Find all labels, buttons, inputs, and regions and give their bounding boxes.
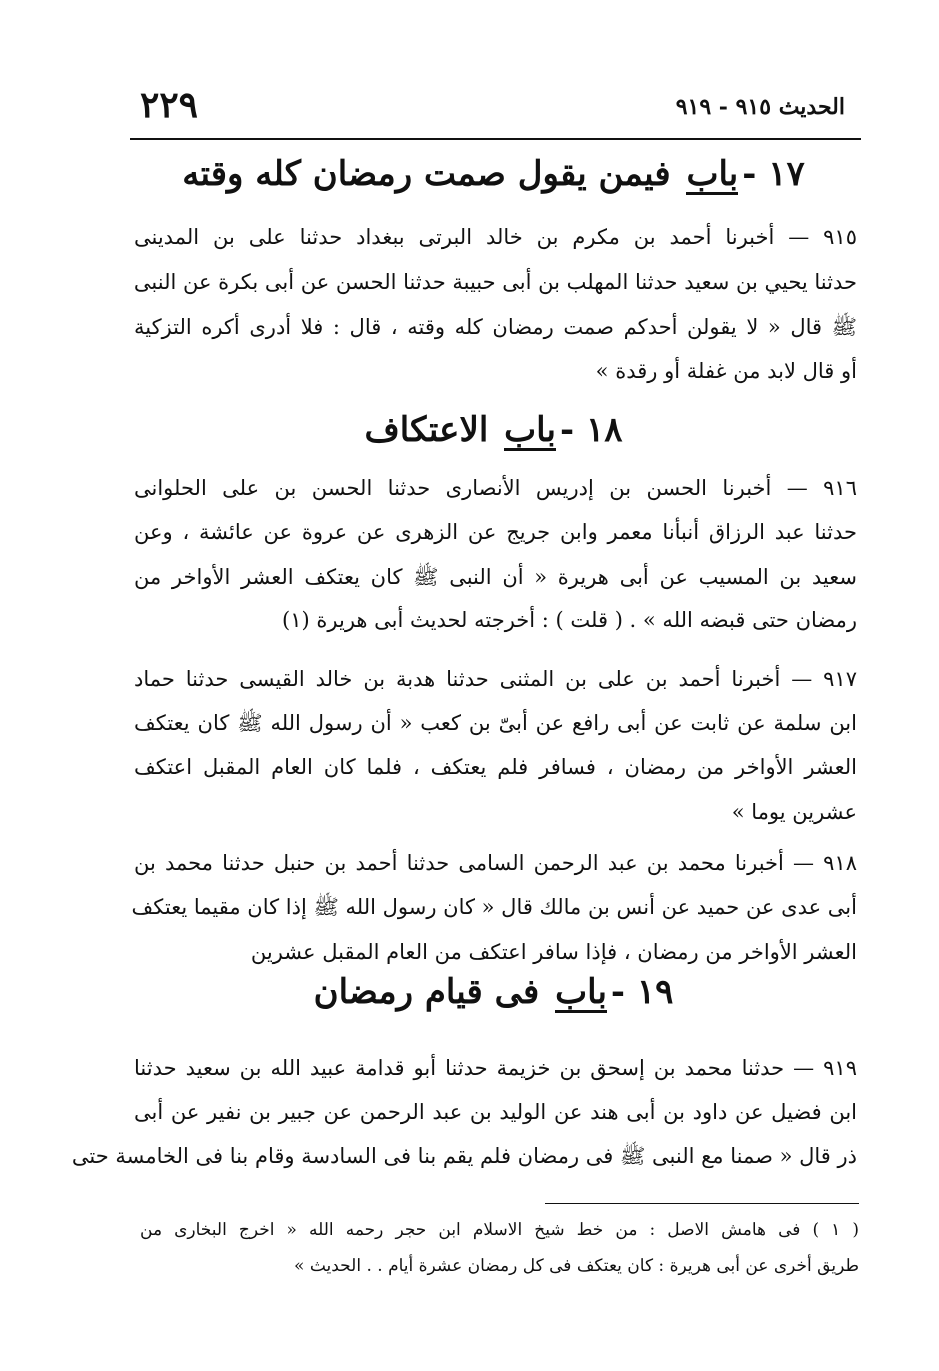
hadith-917-line: ٩١٧ — أخبرنا أحمد بن على بن المثنى حدثنا هدبة بن خالد القيسى حدثنا حماد xyxy=(134,667,857,691)
hadith-916-line: سعيد بن المسيب عن أبى هريرة « أن النبى ﷺ كان يعتكف العشر الأواخر من xyxy=(134,565,857,589)
footnote-line: ( ١ ) فى هامش الاصل : من خط شيخ الاسلام ابن حجر رحمه الله « اخرج البخارى من xyxy=(140,1220,859,1240)
hadith-919-line: ابن فضيل عن داود بن أبى هند عن الوليد بن عبد الرحمن عن جبير بن نفير عن أبى xyxy=(134,1100,857,1124)
chapter-heading-19 xyxy=(130,970,857,1014)
chapter-number: ١٩ - xyxy=(610,972,674,1012)
bab-word: باب xyxy=(504,410,556,450)
bab-word: باب xyxy=(555,972,607,1012)
hadith-917-line: ابن سلمة عن ثابت عن أبى رافع عن أبىّ بن كعب « أن رسول الله ﷺ كان يعتكف xyxy=(134,711,857,735)
chapter-heading-18 xyxy=(130,408,857,452)
hadith-916-line: ٩١٦ — أخبرنا الحسن بن إدريس الأنصارى حدثنا الحسن بن على الحلوانى xyxy=(134,476,857,500)
hadith-916-line: حدثنا عبد الرزاق أنبأنا معمر وابن جريج عن الزهرى عن عروة عن عائشة ، وعن xyxy=(134,520,857,544)
page-number: ٢٢٩ xyxy=(140,84,199,126)
hadith-915-line: حدثنا يحيي بن سعيد حدثنا المهلب بن أبى حبيبة حدثنا الحسن عن أبى بكرة عن النبى xyxy=(133,270,857,294)
hadith-915-line: ٩١٥ — أخبرنا أحمد بن مكرم بن خالد البرتى ببغداد حدثنا على بن المدينى xyxy=(134,225,857,249)
hadith-918-line: ٩١٨ — أخبرنا محمد بن عبد الرحمن السامى حدثنا أحمد بن حنبل حدثنا محمد بن xyxy=(134,851,857,875)
chapter-title: فيمن يقول صمت رمضان كله وقته xyxy=(182,154,671,194)
hadith-917-line: عشرين يوما » xyxy=(731,800,857,824)
hadith-919-line: ذر قال « صمنا مع النبى ﷺ فى رمضان فلم يقم بنا فى السادسة وقام بنا فى الخامسة حتى xyxy=(71,1144,857,1168)
footnote-line: طريق أخرى عن أبى هريرة : كان يعتكف فى كل رمضان عشرة أيام . . الحديث » xyxy=(294,1256,859,1276)
header-rule xyxy=(130,138,861,140)
chapter-heading-17 xyxy=(130,152,857,196)
running-head: الحديث ٩١٥ - ٩١٩ xyxy=(675,94,845,120)
hadith-918-line: العشر الأواخر من رمضان ، فإذا سافر اعتكف من العام المقبل عشرين xyxy=(250,940,857,964)
hadith-915-line: ﷺ قال « لا يقولن أحدكم صمت رمضان كله وقته ، قال : فلا أدرى أكره التزكية xyxy=(134,315,857,339)
footnote-rule xyxy=(545,1203,859,1204)
chapter-title: الاعتكاف xyxy=(364,410,489,450)
chapter-number: ١٧ - xyxy=(742,154,805,194)
bab-word: باب xyxy=(686,154,739,194)
hadith-916-line: رمضان حتى قبضه الله » . ( قلت ) : أخرجته لحديث أبى هريرة (١) xyxy=(282,608,857,632)
hadith-917-line: العشر الأواخر من رمضان ، فسافر فلم يعتكف ، فلما كان العام المقبل اعتكف xyxy=(134,755,857,779)
hadith-919-line: ٩١٩ — حدثنا محمد بن إسحق بن خزيمة حدثنا أبو قدامة عبيد الله بن سعيد حدثنا xyxy=(134,1056,857,1080)
page-header xyxy=(130,82,855,132)
chapter-number: ١٨ - xyxy=(559,410,623,450)
hadith-915-line: أو قال لابد من غفلة أو رقدة » xyxy=(595,359,857,383)
hadith-918-line: أبى عدى عن حميد عن أنس بن مالك قال « كان رسول الله ﷺ إذا كان مقيما يعتكف xyxy=(131,895,857,919)
chapter-title: فى قيام رمضان xyxy=(313,972,540,1012)
